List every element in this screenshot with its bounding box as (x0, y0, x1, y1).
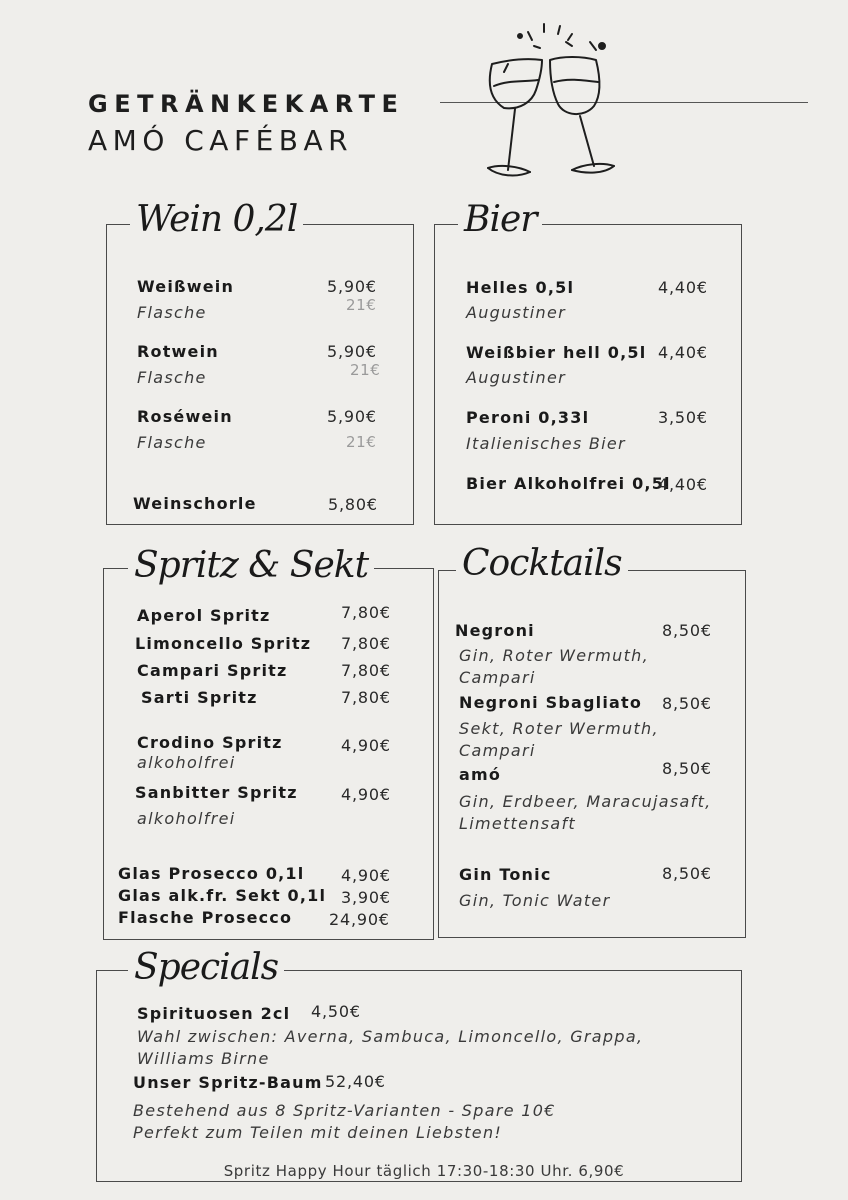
item-name: Negroni Sbagliato (459, 693, 643, 712)
item-description: Gin, Tonic Water (459, 891, 611, 910)
item-description: Perfekt zum Teilen mit deinen Liebsten! (133, 1123, 503, 1142)
item-price: 8,50€ (662, 759, 712, 778)
item-price: 4,40€ (658, 343, 708, 362)
item-price: 5,80€ (328, 495, 378, 514)
item-name: Bier Alkoholfrei 0,5l (466, 474, 671, 493)
item-description: Augustiner (466, 368, 566, 387)
item-price: 3,90€ (341, 888, 391, 907)
item-name: Peroni 0,33l (466, 408, 590, 427)
item-name: Limoncello Spritz (135, 634, 312, 653)
item-description: Williams Birne (137, 1049, 270, 1068)
bottle-label: Flasche (137, 368, 207, 387)
item-description: Gin, Erdbeer, Maracujasaft, (459, 792, 712, 811)
item-price: 7,80€ (341, 634, 391, 653)
specials-heading: Specials (128, 946, 284, 990)
item-name: amó (459, 765, 502, 784)
item-price: 8,50€ (662, 864, 712, 883)
item-name: Glas Prosecco 0,1l (118, 864, 305, 883)
item-name: Flasche Prosecco (118, 908, 293, 927)
item-description: Gin, Roter Wermuth, (459, 646, 650, 665)
item-price: 7,80€ (341, 661, 391, 680)
item-name: Sanbitter Spritz (135, 783, 298, 802)
item-description: Wahl zwischen: Averna, Sambuca, Limoncello, Grappa, (137, 1027, 644, 1046)
item-name: Weißwein (137, 277, 235, 296)
item-name: Weißbier hell 0,5l (466, 343, 647, 362)
item-description: Campari (459, 668, 536, 687)
wine-glasses-toast-icon (470, 20, 640, 195)
item-price: 4,50€ (311, 1002, 361, 1021)
item-description: Augustiner (466, 303, 566, 322)
item-description: Italienisches Bier (466, 434, 626, 453)
item-description: Limettensaft (459, 814, 576, 833)
bottle-price: 21€ (346, 296, 377, 314)
item-name: Roséwein (137, 407, 233, 426)
item-description: alkoholfrei (137, 809, 236, 828)
bottle-price: 21€ (350, 361, 381, 379)
item-name: Weinschorle (133, 494, 257, 513)
item-name: Rotwein (137, 342, 219, 361)
item-price: 24,90€ (329, 910, 390, 929)
item-price: 5,90€ (327, 277, 377, 296)
item-name: Unser Spritz-Baum (133, 1073, 323, 1092)
happy-hour-note: Spritz Happy Hour täglich 17:30-18:30 Uhr. 6,90€ (223, 1162, 625, 1180)
item-name: Spirituosen 2cl (137, 1004, 291, 1023)
item-description: Campari (459, 741, 536, 760)
item-name: Negroni (455, 621, 535, 640)
spritz-sekt-heading: Spritz & Sekt (128, 544, 374, 588)
item-price: 5,90€ (327, 342, 377, 361)
item-name: Glas alk.fr. Sekt 0,1l (118, 886, 327, 905)
item-price: 8,50€ (662, 621, 712, 640)
item-price: 4,90€ (341, 866, 391, 885)
item-price: 8,50€ (662, 694, 712, 713)
wine-heading: Wein 0,2l (130, 198, 303, 242)
item-name: Sarti Spritz (141, 688, 258, 707)
bottle-label: Flasche (137, 433, 207, 452)
item-description: Bestehend aus 8 Spritz-Varianten - Spare 10€ (133, 1101, 556, 1120)
bottle-price: 21€ (346, 433, 377, 451)
item-price: 4,40€ (658, 278, 708, 297)
item-name: Crodino Spritz (137, 733, 283, 752)
item-price: 52,40€ (325, 1072, 386, 1091)
item-description: alkoholfrei (137, 753, 236, 772)
menu-title: GETRÄNKEKARTE (88, 90, 405, 118)
item-price: 4,90€ (341, 785, 391, 804)
item-price: 4,40€ (658, 475, 708, 494)
item-price: 7,80€ (341, 603, 391, 622)
item-description: Sekt, Roter Wermuth, (459, 719, 659, 738)
cocktails-heading: Cocktails (456, 542, 628, 586)
item-name: Gin Tonic (459, 865, 552, 884)
item-price: 3,50€ (658, 408, 708, 427)
beer-heading: Bier (458, 198, 542, 242)
item-name: Helles 0,5l (466, 278, 575, 297)
item-name: Campari Spritz (137, 661, 288, 680)
item-price: 4,90€ (341, 736, 391, 755)
bottle-label: Flasche (137, 303, 207, 322)
item-name: Aperol Spritz (137, 606, 271, 625)
cafe-name: AMÓ CAFÉBAR (88, 124, 354, 157)
item-price: 5,90€ (327, 407, 377, 426)
item-price: 7,80€ (341, 688, 391, 707)
